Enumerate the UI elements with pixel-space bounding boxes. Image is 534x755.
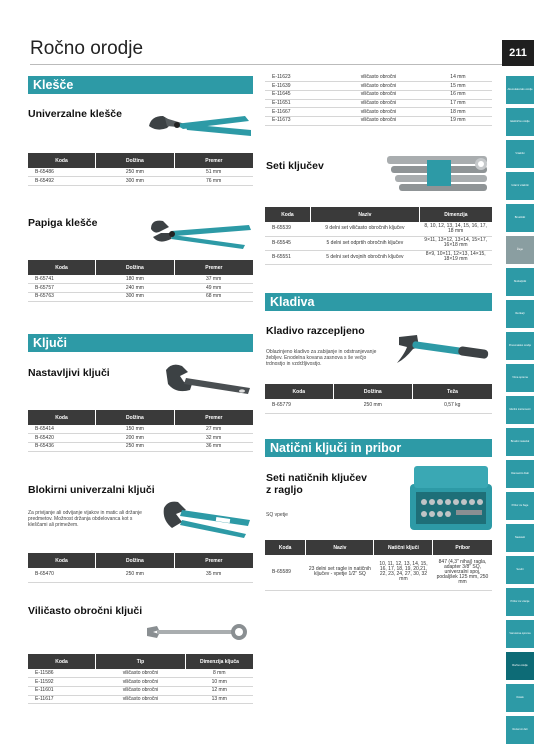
table-row [28, 669, 253, 678]
section-kljuci: Ključi [28, 334, 253, 352]
category-tabs [506, 76, 534, 748]
col-header: Dimenzija ključa [186, 654, 254, 669]
category-tab[interactable]: Merilni instrumenti [506, 396, 534, 424]
col-header: Dolžina [96, 153, 175, 168]
cell-type: viličasto obročni [96, 695, 186, 704]
naticni-set-title-line2: z raglj [266, 484, 297, 496]
category-tab[interactable]: Vrtna oprema [506, 364, 534, 392]
table-row [265, 116, 492, 125]
category-tab[interactable]: Udarni vrtalniki [506, 172, 534, 200]
papiga-table [28, 260, 253, 302]
cell-dimension: 9×11, 13×12, 13×14, 15×17, 16×18 mm [419, 236, 492, 250]
col-header: Naziv [306, 540, 374, 555]
cell-type: viličasto obročni [333, 116, 424, 125]
vilicasto-table [28, 654, 253, 704]
col-header: Dolžina [333, 384, 412, 399]
cell-length: 240 mm [96, 284, 175, 293]
blokirni-description: Za privijanje ali odvijanje vijakov in matic ali držanje predmetov. Možnost držanja obdelovanca kot s kleščami ali primežem. [28, 510, 142, 528]
cell-size: 13 mm [186, 695, 254, 704]
cell-code: B-65486 [28, 168, 96, 177]
cell-length: 300 mm [96, 292, 175, 301]
cell-length: 180 mm [96, 275, 175, 284]
page-number: 211 [502, 40, 534, 66]
col-header: Koda [265, 384, 333, 399]
col-header: Tip [96, 654, 186, 669]
cell-code: B-65420 [28, 434, 96, 443]
cell-size: 14 mm [424, 73, 492, 82]
category-tab[interactable]: Skobeljniki [506, 268, 534, 296]
cell-length: 250 mm [96, 442, 175, 451]
table-row [265, 99, 492, 108]
cell-name: 23 delni set ragle in natičnih ključev - vpetje 1/2" SQ [306, 555, 374, 590]
seti-title: Seti ključev [266, 160, 324, 172]
table-row [265, 90, 492, 99]
cell-size: 18 mm [424, 108, 492, 117]
cell-diameter: 68 mm [174, 292, 253, 301]
cell-name: 9 delni set viličasto obročnih ključev [310, 222, 419, 236]
cell-length: 300 mm [96, 177, 175, 186]
cell-type: viličasto obročni [96, 686, 186, 695]
cell-code: E-11667 [265, 108, 333, 117]
naticni-set-subtitle: SQ vpetje [266, 512, 288, 518]
papiga-title: Papiga klešče [28, 217, 98, 229]
table-row [265, 222, 492, 236]
col-header: Koda [28, 260, 96, 275]
col-header: Premer [174, 260, 253, 275]
col-header: Koda [265, 207, 310, 222]
kladivo-description: Oblazinjeno kladivo za zabijanje in odstranjevanje žebljev. Enodelna kovana zasnova s še večjo trdnostjo in vzdržljivostjo. [266, 349, 377, 367]
cell-code: E-11639 [265, 82, 333, 91]
wrench-set-image [385, 150, 493, 198]
naticni-set-title [266, 472, 367, 496]
cell-diameter: 51 mm [174, 168, 253, 177]
univerzalne-table [28, 153, 253, 186]
category-tab[interactable]: Pribor za vrtanje [506, 588, 534, 616]
vilicasto-title: Viličasto obročni ključi [28, 605, 143, 617]
col-header: Dolžina [96, 260, 175, 275]
table-row [28, 275, 253, 284]
adjustable-wrench-image [162, 362, 254, 400]
table-row [28, 168, 253, 177]
table-row [28, 177, 253, 186]
cell-size: 17 mm [424, 99, 492, 108]
cell-type: viličasto obročni [333, 108, 424, 117]
col-header: Premer [174, 553, 253, 568]
cell-code: B-65779 [265, 399, 333, 413]
cell-size: 8 mm [186, 669, 254, 678]
category-tab[interactable]: Diamantni diski [506, 460, 534, 488]
table-row [28, 425, 253, 434]
table-row [28, 292, 253, 301]
table-row [265, 555, 492, 590]
cell-code: B-65757 [28, 284, 96, 293]
col-header: Premer [174, 410, 253, 425]
cell-type: viličasto obročni [96, 669, 186, 678]
cell-code: E-11645 [265, 90, 333, 99]
table-row [265, 82, 492, 91]
combination-wrench-image [145, 622, 250, 642]
cell-name: 5 delni set odprtih obročnih ključev [310, 236, 419, 250]
col-header: Naziv [310, 207, 419, 222]
cell-code: E-11617 [28, 695, 96, 704]
cell-size: 15 mm [424, 82, 492, 91]
cell-sockets: 10, 11, 12, 13, 14, 15, 16, 17, 18, 19, 20,21, 22, 23, 24, 27, 30, 32 mm [374, 555, 433, 590]
cell-code: B-65539 [265, 222, 310, 236]
cell-diameter: 76 mm [174, 177, 253, 186]
col-header: Koda [28, 553, 96, 568]
cell-code: E-11623 [265, 73, 333, 82]
naticni-set-table [265, 540, 492, 591]
category-tab[interactable]: Žage [506, 236, 534, 264]
col-header: Premer [174, 153, 253, 168]
table-row [28, 568, 253, 582]
univerzalne-title: Univerzalne klešče [28, 108, 122, 120]
cell-dimension: 8×9, 10×11, 12×13, 14×15, 18×19 mm [419, 250, 492, 264]
table-row [265, 108, 492, 117]
socket-set-case-image [408, 462, 494, 534]
cell-code: B-65492 [28, 177, 96, 186]
cell-diameter: 36 mm [174, 442, 253, 451]
table-row [28, 284, 253, 293]
category-tab[interactable]: Nastavki [506, 524, 534, 552]
col-header: Dolžina [96, 410, 175, 425]
category-tab[interactable]: Brusilniki [506, 204, 534, 232]
cell-code: B-65589 [265, 555, 306, 590]
cell-code: E-11651 [265, 99, 333, 108]
cell-code: B-65545 [265, 236, 310, 250]
vilicasto-table-continued [265, 73, 492, 126]
cell-length: 200 mm [96, 434, 175, 443]
cell-type: viličasto obročni [96, 678, 186, 687]
cell-size: 19 mm [424, 116, 492, 125]
table-row [28, 686, 253, 695]
cell-type: viličasto obročni [333, 90, 424, 99]
table-row [28, 442, 253, 451]
category-tab[interactable]: Pnevmatsko orodje [506, 332, 534, 360]
table-row [265, 73, 492, 82]
naticni-set-title-line1: Seti natičnih ključev [266, 472, 367, 484]
col-header: Koda [265, 540, 306, 555]
page-title: Ročno orodje [30, 38, 144, 59]
cell-code: B-65551 [265, 250, 310, 264]
col-header: Koda [28, 410, 96, 425]
table-row [265, 236, 492, 250]
col-header: Pribor [433, 540, 492, 555]
cell-diameter: 49 mm [174, 284, 253, 293]
cell-code: E-11673 [265, 116, 333, 125]
cell-weight: 0,57 kg [413, 399, 492, 413]
cell-type: viličasto obročni [333, 73, 424, 82]
cell-length: 250 mm [333, 399, 412, 413]
cell-dimension: 8, 10, 12, 13, 14, 15, 16, 17, 18 mm [419, 222, 492, 236]
pliers-image [145, 108, 255, 142]
cell-length: 150 mm [96, 425, 175, 434]
cell-code: E-11592 [28, 678, 96, 687]
cell-code: B-65763 [28, 292, 96, 301]
section-kladiva: Kladiva [265, 293, 492, 311]
table-row [28, 695, 253, 704]
blokirni-table [28, 553, 253, 583]
section-klesce: Klešče [28, 76, 253, 94]
kladivo-table [265, 384, 492, 414]
col-header: Koda [28, 153, 96, 168]
category-tab[interactable]: Rezkarji [506, 300, 534, 328]
naticni-set-title-line2-tail: o [296, 484, 303, 496]
blokirni-title: Blokirni univerzalni ključi [28, 484, 155, 496]
category-tab[interactable]: Ročno orodje [506, 652, 534, 680]
table-row [28, 678, 253, 687]
category-tab[interactable]: Pribor za žage [506, 492, 534, 520]
col-header: Dolžina [96, 553, 175, 568]
cell-type: viličasto obročni [333, 99, 424, 108]
cell-code: B-65436 [28, 442, 96, 451]
title-divider [30, 64, 502, 65]
category-tab[interactable]: Akumulatorsko orodje [506, 76, 534, 104]
category-tab[interactable]: Vrtalniki [506, 140, 534, 168]
cell-code: B-65470 [28, 568, 96, 582]
cell-code: E-11601 [28, 686, 96, 695]
cell-code: B-65741 [28, 275, 96, 284]
cell-diameter: 27 mm [174, 425, 253, 434]
category-tab[interactable]: Varnostna oprema [506, 620, 534, 648]
cell-length: 250 mm [96, 168, 175, 177]
category-tab[interactable]: Svedri [506, 556, 534, 584]
cell-code: E-11586 [28, 669, 96, 678]
water-pump-pliers-image [145, 215, 255, 251]
category-tab[interactable]: Električno orodje [506, 108, 534, 136]
table-row [265, 250, 492, 264]
claw-hammer-image [395, 333, 493, 375]
cell-size: 10 mm [186, 678, 254, 687]
cell-type: viličasto obročni [333, 82, 424, 91]
nastavljivi-table [28, 410, 253, 452]
cell-accessories: 847 (4,3" nihaj) ragla, adapter 3/8" SQ, univerzalni spoj, podaljšek 125 mm, 250 mm [433, 555, 492, 590]
seti-table [265, 207, 492, 265]
nastavljivi-title: Nastavljivi ključi [28, 367, 110, 379]
col-header: Dimenzija [419, 207, 492, 222]
category-tab[interactable]: Brusilni material [506, 428, 534, 456]
category-tab[interactable]: Ostalo [506, 684, 534, 712]
kladivo-title: Kladivo razcepljeno [266, 325, 365, 337]
cell-code: B-65414 [28, 425, 96, 434]
cell-size: 16 mm [424, 90, 492, 99]
cell-diameter: 35 mm [174, 568, 253, 582]
col-header: Natični ključi [374, 540, 433, 555]
col-header: Koda [28, 654, 96, 669]
cell-name: 5 delni set dvojnih obročnih ključev [310, 250, 419, 264]
category-tab[interactable]: Rezervni deli [506, 716, 534, 744]
locking-wrench-image [160, 498, 255, 540]
col-header: Teža [413, 384, 492, 399]
table-row [265, 399, 492, 413]
cell-length: 250 mm [96, 568, 175, 582]
cell-diameter: 32 mm [174, 434, 253, 443]
cell-diameter: 37 mm [174, 275, 253, 284]
cell-size: 12 mm [186, 686, 254, 695]
table-row [28, 434, 253, 443]
section-naticni: Natični ključi in pribor [265, 439, 492, 457]
